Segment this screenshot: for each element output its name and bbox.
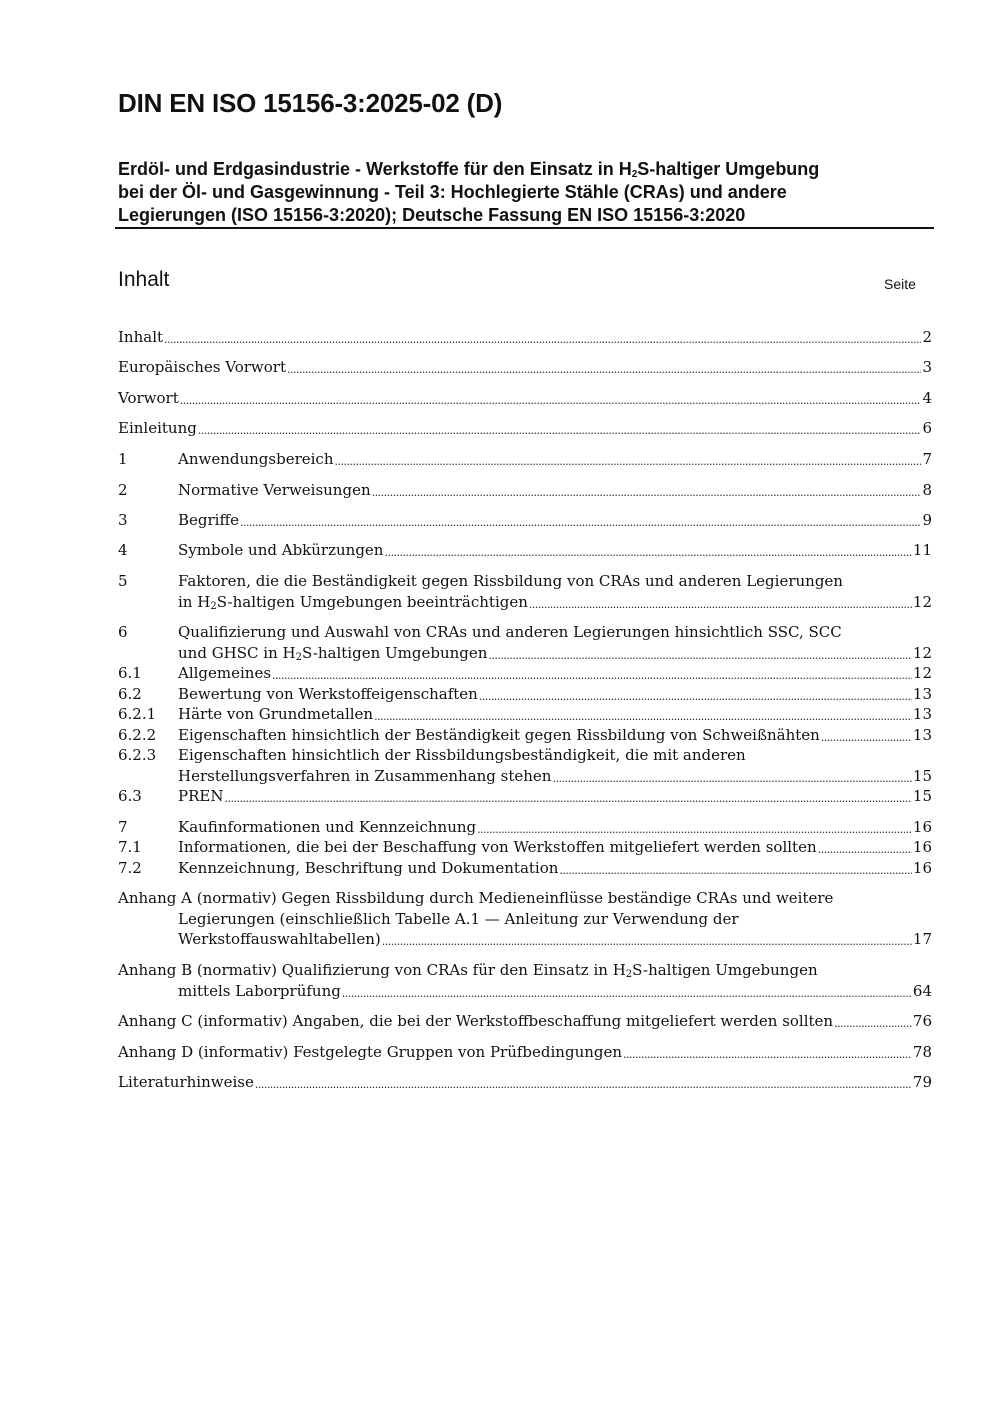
toc-entry-page: 6 (922, 419, 932, 437)
subtitle-line: Legierungen (ISO 15156-3:2020); Deutsche Fassung EN ISO 15156-3:2020 (118, 205, 746, 225)
dot-leader (224, 792, 911, 805)
dot-leader (529, 598, 912, 611)
dot-leader (272, 669, 912, 682)
toc-entry-title: Eigenschaften hinsichtlich der Rissbildungsbeständigkeit, die mit anderen (178, 746, 746, 764)
toc-entry-page: 3 (922, 358, 932, 376)
toc-entry-title: Anhang A (normativ) Gegen Rissbildung durch Medieneinflüsse beständige CRAs und weitere (118, 889, 834, 907)
toc-entry-title: Symbole und Abkürzungen (178, 541, 384, 559)
toc-entry-number: 6.2.3 (118, 746, 157, 764)
toc-entry-page: 2 (922, 328, 932, 346)
dot-leader (623, 1048, 912, 1061)
dot-leader (834, 1017, 912, 1030)
toc-entry-page: 12 (912, 643, 932, 662)
dot-leader (374, 710, 912, 723)
toc-entry-title: mittels Laborprüfung (178, 981, 341, 1000)
toc-entry-title: Informationen, die bei der Beschaffung von Werkstoffen mitgeliefert werden sollten (178, 838, 817, 856)
toc-entry-page: 79 (912, 1073, 932, 1091)
toc-entry-title: PREN (178, 787, 224, 805)
toc-entry-title: Inhalt (118, 328, 164, 346)
toc-entry-number: 6.2 (118, 685, 142, 703)
toc-entry-number: 1 (118, 450, 128, 468)
toc-entry-title: Vorwort (118, 389, 179, 407)
toc-entry-number: 7.2 (118, 859, 142, 877)
toc-entry-page: 12 (912, 592, 932, 611)
toc-entry-page: 16 (912, 838, 932, 856)
toc-entry-number: 3 (118, 511, 128, 529)
toc-entry-page: 15 (912, 787, 932, 805)
dot-leader (287, 363, 921, 376)
toc-entry-page: 11 (912, 541, 932, 559)
toc-entry-number: 6 (118, 623, 128, 641)
toc-entry-title: Faktoren, die die Beständigkeit gegen Rissbildung von CRAs und anderen Legierungen (178, 572, 843, 590)
toc-entry-number: 6.2.2 (118, 726, 157, 744)
toc-heading: Inhalt (118, 268, 170, 291)
title-divider (115, 227, 934, 229)
toc-entry-page: 64 (912, 981, 932, 1000)
subtitle-line: Erdöl- und Erdgasindustrie - Werkstoffe für den Einsatz in $H_2S$-haltiger Umgebung (118, 159, 820, 180)
document-id: DIN EN ISO 15156-3:2025-02 (D) (118, 88, 503, 118)
toc-entry-page: 17 (912, 930, 932, 948)
toc-entry-page: 4 (922, 389, 932, 407)
toc-entry-number: 2 (118, 481, 128, 499)
toc-entry-title: Einleitung (118, 419, 197, 437)
toc-entry-title: Anwendungsbereich (178, 450, 334, 468)
toc-entry-title: Anhang D (informativ) Festgelegte Gruppen von Prüfbedingungen (118, 1043, 623, 1061)
toc-entry-page: 76 (912, 1012, 932, 1030)
subtitle-line: bei der Öl- und Gasgewinnung - Teil 3: Hochlegierte Stähle (CRAs) und andere (118, 182, 787, 202)
dot-leader (342, 987, 912, 1000)
page-column-label: Seite (884, 276, 916, 292)
toc-entry-title: Europäisches Vorwort (118, 358, 286, 376)
toc-entry-title: Härte von Grundmetallen (178, 705, 374, 723)
toc-entry-title: Bewertung von Werkstoffeigenschaften (178, 685, 478, 703)
toc-entry-title: Kennzeichnung, Beschriftung und Dokumentation (178, 859, 559, 877)
toc-entry-number: 6.2.1 (118, 705, 157, 723)
toc-entry-page: 12 (912, 664, 932, 682)
dot-leader (488, 649, 911, 662)
toc-entry-title: Qualifizierung und Auswahl von CRAs und anderen Legierungen hinsichtlich SSC, SCC (178, 623, 842, 641)
dot-leader (372, 486, 922, 499)
toc-entry-number: 6.1 (118, 664, 142, 682)
toc-entry-title: Werkstoffauswahltabellen) (178, 930, 381, 948)
toc-entry-number: 6.3 (118, 787, 142, 805)
dot-leader (384, 546, 911, 559)
dot-leader (180, 394, 922, 407)
dot-leader (818, 843, 912, 856)
toc-entry-title: in $H_2S$-haltigen Umgebungen beeinträchtigen (178, 592, 528, 612)
toc-entry-page: 13 (912, 705, 932, 723)
toc-entry-page: 7 (922, 450, 932, 468)
toc-entry-title: Literaturhinweise (118, 1073, 254, 1091)
toc-entry-title: Anhang B (normativ) Qualifizierung von CRAs für den Einsatz in $H_2S$-haltigen Umgebungen (118, 961, 818, 980)
toc-entry-number: 7 (118, 818, 128, 836)
dot-leader (255, 1078, 912, 1091)
dot-leader (552, 772, 911, 785)
toc-entry-page: 16 (912, 818, 932, 836)
toc-entry-number: 5 (118, 572, 128, 590)
toc-entry-title: Anhang C (informativ) Angaben, die bei der Werkstoffbeschaffung mitgeliefert werden sollten (118, 1012, 834, 1030)
toc-entry-title: Eigenschaften hinsichtlich der Beständigkeit gegen Rissbildung von Schweißnähten (178, 726, 820, 744)
toc-entry-title: Begriffe (178, 511, 240, 529)
toc-entry-title: Normative Verweisungen (178, 481, 371, 499)
toc-entry-title: und GHSC in $H_2S$-haltigen Umgebungen (178, 643, 488, 663)
toc-entry-title: Herstellungsverfahren in Zusammenhang stehen (178, 766, 552, 785)
toc-entry-number: 7.1 (118, 838, 142, 856)
toc-entry-page: 8 (922, 481, 932, 499)
toc-entry-page: 16 (912, 859, 932, 877)
dot-leader (382, 935, 912, 948)
toc-entry-page: 78 (912, 1043, 932, 1061)
document-subtitle (118, 158, 934, 227)
toc-entry-page: 13 (912, 726, 932, 744)
toc-entry-page: 13 (912, 685, 932, 703)
dot-leader (198, 424, 922, 437)
dot-leader (164, 333, 921, 346)
toc-entry-page: 9 (922, 511, 932, 529)
toc-entry-title: Legierungen (einschließlich Tabelle A.1 — Anleitung zur Verwendung der (178, 909, 739, 928)
dot-leader (240, 516, 921, 529)
dot-leader (559, 864, 912, 877)
toc-entry-title: Kaufinformationen und Kennzeichnung (178, 818, 477, 836)
dot-leader (334, 455, 921, 468)
toc-entry-number: 4 (118, 541, 128, 559)
toc-entry-page: 15 (912, 766, 932, 785)
toc-entry-title: Allgemeines (178, 664, 272, 682)
